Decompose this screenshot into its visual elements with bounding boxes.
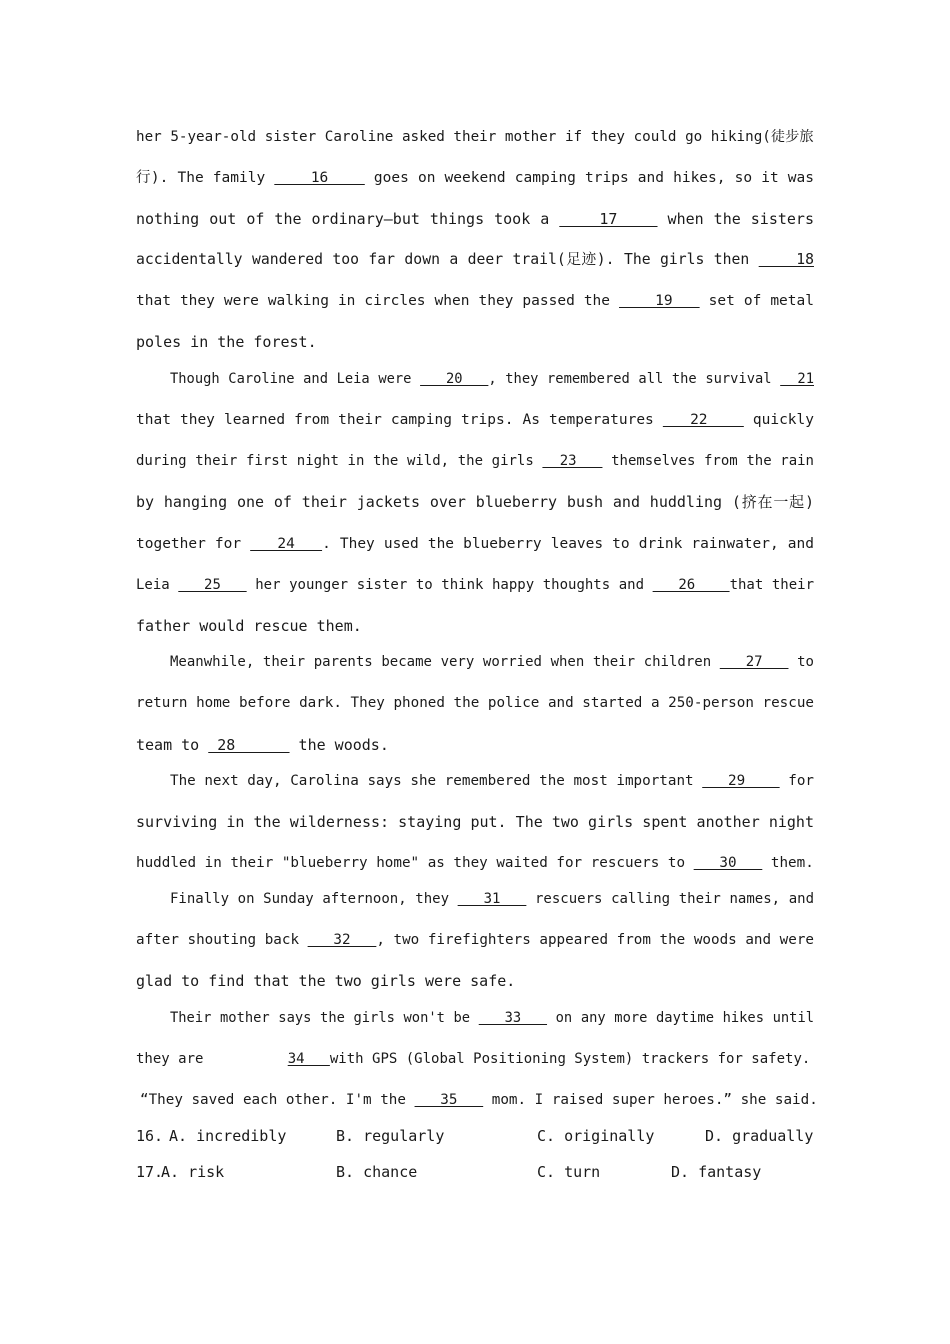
passage-line (136, 616, 814, 636)
blank-27[interactable]: 27 (719, 654, 789, 670)
text: quickly (743, 412, 814, 428)
option-d[interactable]: D. gradually (705, 1127, 814, 1145)
blank-24[interactable]: 24 (250, 536, 323, 552)
passage-line (136, 332, 814, 352)
text: themselves from the rain (602, 453, 814, 469)
option-c[interactable]: C. turn (537, 1163, 601, 1181)
option-b[interactable]: B. regularly (336, 1127, 445, 1145)
text: team to (136, 736, 209, 754)
text: that they learned from their camping trips. As temperatures (136, 412, 663, 428)
text: mom. I raised super heroes.” she said. (483, 1092, 818, 1108)
text: her younger sister to think happy thoughts and (246, 577, 653, 593)
passage-line (170, 889, 814, 909)
text: glad to find that the two girls were safe. (136, 972, 516, 990)
passage-line (136, 534, 814, 554)
option-d[interactable]: D. fantasy (671, 1163, 762, 1181)
blank-16[interactable]: 16 (274, 170, 365, 186)
option-a[interactable]: A. risk (161, 1163, 225, 1181)
text: goes on weekend camping trips and hikes, so it was (364, 170, 814, 186)
passage-line (170, 1008, 814, 1028)
blank-19[interactable]: 19 (619, 293, 700, 309)
text: rescuers calling their names, and (526, 891, 814, 907)
text: the woods. (289, 736, 389, 754)
blank-22[interactable]: 22 (662, 412, 744, 428)
text: Finally on Sunday afternoon, they (170, 891, 458, 907)
text: Their mother says the girls won't be (170, 1010, 479, 1026)
blank-21[interactable]: 21 (780, 371, 814, 387)
blank-31[interactable]: 31 (457, 891, 527, 907)
blank-30[interactable]: 30 (693, 855, 763, 871)
text: on any more daytime hikes until (547, 1010, 815, 1026)
text: that they were walking in circles when they passed the (136, 293, 620, 309)
option-b[interactable]: B. chance (336, 1163, 418, 1181)
blank-23[interactable]: 23 (542, 453, 603, 469)
text: by hanging one of their jackets over blueberry bush and huddling (挤在一起) (136, 493, 814, 511)
passage-line (136, 1049, 814, 1069)
text: Leia (136, 577, 179, 593)
passage-line (136, 492, 814, 512)
text: father would rescue them. (136, 617, 362, 635)
text: surviving in the wilderness: staying put. The two girls spent another night (136, 813, 814, 831)
passage-line (136, 853, 814, 873)
text: “They saved each other. I'm the (140, 1092, 415, 1108)
blank-29[interactable]: 29 (702, 773, 780, 789)
option-a[interactable]: A. incredibly (169, 1127, 287, 1145)
text: set of metal (699, 293, 814, 309)
text: to (788, 654, 814, 670)
blank-17[interactable]: 17 (559, 210, 658, 228)
passage-line (136, 209, 814, 229)
blank-28[interactable]: 28 (208, 736, 290, 754)
passage-line (136, 451, 814, 471)
text: after shouting back (136, 932, 308, 948)
text: poles in the forest. (136, 333, 317, 351)
text: , they remembered all the survival (488, 371, 781, 387)
text: her 5-year-old sister Caroline asked their mother if they could go hiking(徒步旅 (136, 129, 814, 145)
passage-line (136, 735, 814, 755)
blank-18[interactable]: 18 (758, 251, 814, 268)
text: with GPS (Global Positioning System) trackers for safety. (329, 1051, 811, 1067)
text: Though Caroline and Leia were (170, 371, 421, 387)
text: , two firefighters appeared from the woods and were (376, 932, 814, 948)
text: that their (729, 577, 815, 593)
passage-line (170, 652, 814, 672)
passage-line (136, 575, 814, 595)
blank-20[interactable]: 20 (420, 371, 489, 387)
passage-line (136, 693, 814, 713)
passage-line (136, 291, 814, 311)
text: nothing out of the ordinary—but things took a (136, 210, 560, 228)
text: return home before dark. They phoned the police and started a 250-person rescue (136, 695, 814, 711)
text: The next day, Carolina says she remembered the most important (170, 773, 703, 789)
passage-line (140, 1090, 818, 1110)
blank-35[interactable]: 35 (414, 1092, 484, 1108)
text: for (779, 773, 814, 789)
text: them. (762, 855, 814, 871)
text: huddled in their "blueberry home" as they waited for rescuers to (136, 855, 694, 871)
text: . They used the blueberry leaves to drink rainwater, and (322, 536, 814, 552)
blank-26[interactable]: 26 (652, 577, 730, 593)
text: when the sisters (657, 210, 814, 228)
text: accidentally wandered too far down a deer trail(足迹). The girls then (136, 251, 759, 268)
passage-line (136, 168, 814, 188)
passage-line (170, 771, 814, 791)
blank-33[interactable]: 33 (478, 1010, 548, 1026)
passage-line (136, 127, 814, 147)
passage-line (170, 369, 814, 389)
blank-32[interactable]: 32 (307, 932, 377, 948)
passage-line (136, 410, 814, 430)
text: Meanwhile, their parents became very worried when their children (170, 654, 720, 670)
text: they are (136, 1051, 288, 1067)
passage-line (136, 812, 814, 832)
question-number: 17. (136, 1163, 164, 1181)
text: 行). The family (136, 170, 275, 186)
question-number: 16. (136, 1127, 164, 1145)
text: together for (136, 536, 251, 552)
passage-line (136, 930, 814, 950)
blank-25[interactable]: 25 (178, 577, 247, 593)
blank-34[interactable]: 34 (287, 1051, 330, 1067)
option-c[interactable]: C. originally (537, 1127, 655, 1145)
passage-line (136, 971, 814, 991)
text: during their first night in the wild, the girls (136, 453, 543, 469)
passage-line (136, 250, 814, 270)
